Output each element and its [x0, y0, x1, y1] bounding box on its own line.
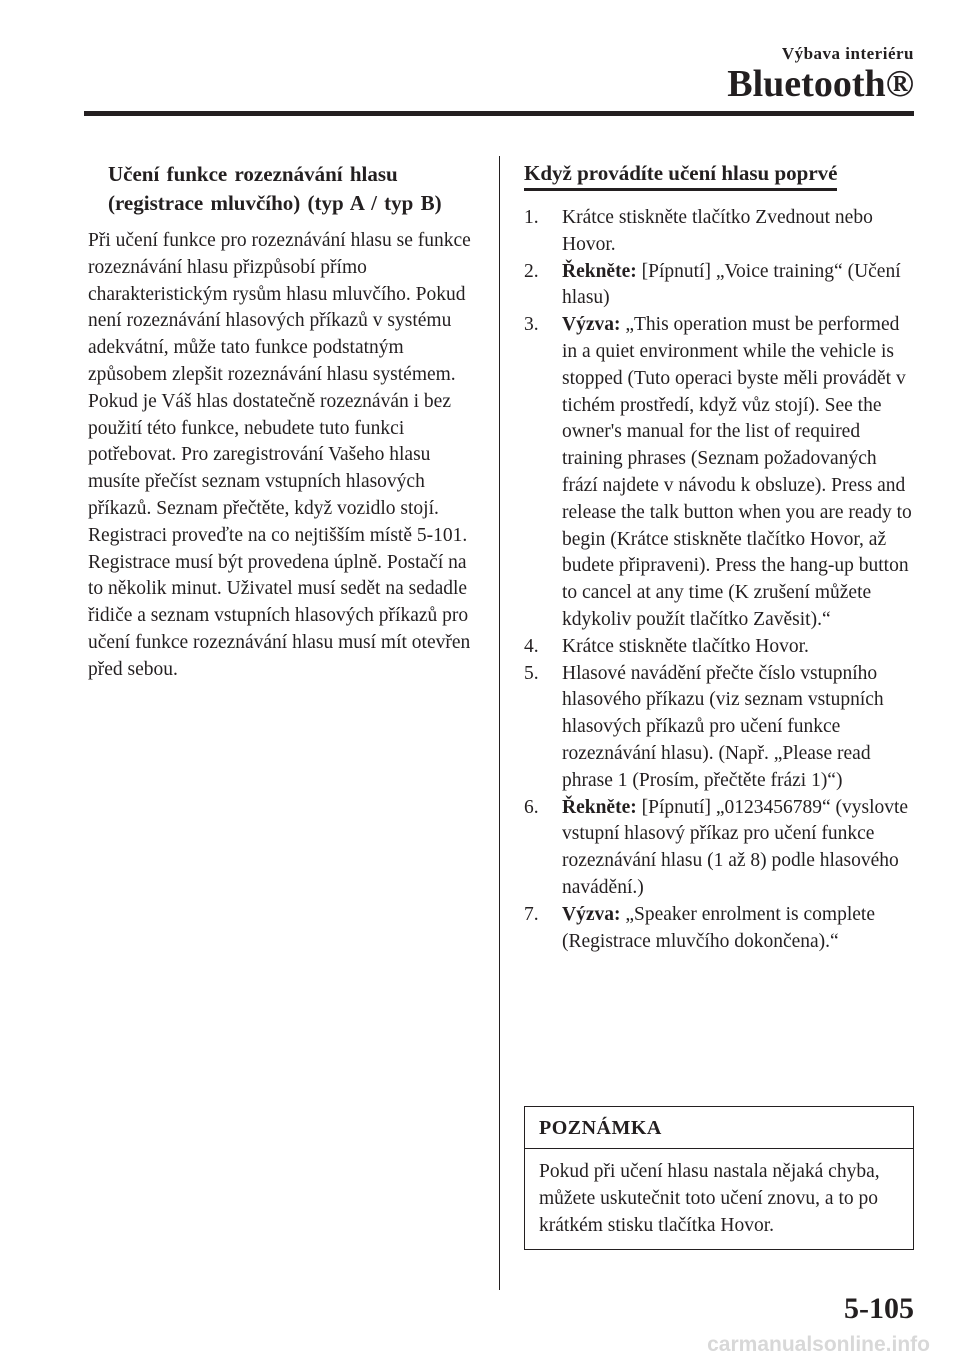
- step-number: 1.: [524, 207, 539, 228]
- section-heading: Učení funkce rozeznávání hlasu (registrace mluvčího) (typ A / typ B): [108, 162, 442, 215]
- intro-paragraph: Při učení funkce pro rozeznávání hlasu se funkce rozeznávání hlasu přizpůsobí přímo charakteristickým rysům hlasu mluvčího. Pokud není rozeznávání hlasových příkazů v systému adekvátní, může tato funkce podstatným způsobem zlepšit rozeznávání hlasu systémem. Pokud je Váš hlas dostatečně rozeznáván i bez použití této funkce, nebudete tuto funkci potřebovat. Pro zaregistrování Vašeho hlasu musíte přečíst seznam vstupních hlasových příkazů. Seznam přečtěte, když vozidlo stojí. Registraci proveďte na co nejtišším místě 5-101. Registrace musí být provedena úplně. Postačí na to několik minut. Uživatel musí sedět na sedadle řidiče a seznam vstupních hlasových příkazů pro učení funkce rozeznávání hlasu musí mít otevřen před sebou.: [88, 230, 471, 680]
- step-text: Hlasové navádění přečte číslo vstupního hlasového příkazu (viz seznam vstupních hlasových příkazů pro učení funkce rozeznávání hlasu). (Např. „Please read phrase 1 (Prosím, přečtěte frázi 1)“): [562, 662, 884, 791]
- procedure-steps: [524, 205, 916, 955]
- step-number: 2.: [524, 260, 539, 282]
- header-rule: [84, 111, 914, 116]
- step-item: [524, 795, 916, 902]
- step-item: [524, 902, 916, 956]
- right-column: [524, 160, 916, 955]
- step-text: „This operation must be performed in a quiet environment while the vehicle is stopped (Tuto operaci byste měli provádět v tichém prostředí, když vůz stojí). See the owner's manual for the list of required training phrases (Seznam požadovaných frází najdete v návodu k obsluze). Press and release the talk button when you are ready to begin (Krátce stiskněte tlačítko Hovor, až budete připraveni). Press the hang-up button to cancel at any time (K zrušení můžete kdykoliv použít tlačítko Zavěsit).“: [562, 314, 912, 630]
- step-item: [524, 259, 916, 313]
- step-number: 6.: [524, 796, 539, 818]
- left-column: [88, 160, 478, 684]
- step-lead: Řekněte:: [562, 796, 637, 818]
- column-divider: [499, 156, 500, 1290]
- step-item: [524, 634, 916, 661]
- step-lead: Výzva:: [562, 903, 621, 925]
- step-item: [524, 312, 916, 634]
- step-number: 5.: [524, 662, 539, 684]
- step-text: [Pípnutí] „0123456789“ (vyslovte vstupní hlasový příkaz pro učení funkce rozeznávání hlasu (1 až 8) podle hlasového navádění.): [562, 796, 909, 898]
- note-body: Pokud při učení hlasu nastala nějaká chyba, můžete uskutečnit toto učení znovu, a to po krátkém stisku tlačítka Hovor.: [539, 1161, 880, 1236]
- page-title: Bluetooth®: [727, 63, 914, 105]
- note-title: POZNÁMKA: [525, 1107, 913, 1149]
- step-number: 3.: [524, 314, 539, 336]
- procedure-heading: Když provádíte učení hlasu poprvé: [524, 160, 837, 191]
- step-lead: Řekněte:: [562, 260, 637, 282]
- note-box: [524, 1106, 914, 1250]
- step-text: „Speaker enrolment is complete (Registrace mluvčího dokončena).“: [562, 903, 875, 952]
- step-text: [Pípnutí] „Voice training“ (Učení hlasu): [562, 260, 901, 309]
- step-number: 7.: [524, 903, 539, 925]
- step-text: Krátce stiskněte tlačítko Hovor.: [562, 635, 809, 657]
- step-lead: Výzva:: [562, 314, 621, 336]
- watermark: carmanualsonline.info: [707, 1333, 930, 1356]
- step-number: 4.: [524, 635, 539, 657]
- page-number: 5-105: [844, 1292, 914, 1325]
- section-label: Výbava interiéru: [781, 44, 914, 63]
- step-item: [524, 205, 916, 259]
- step-item: [524, 661, 916, 795]
- step-text: Krátce stiskněte tlačítko Zvednout nebo Hovor.: [562, 207, 873, 255]
